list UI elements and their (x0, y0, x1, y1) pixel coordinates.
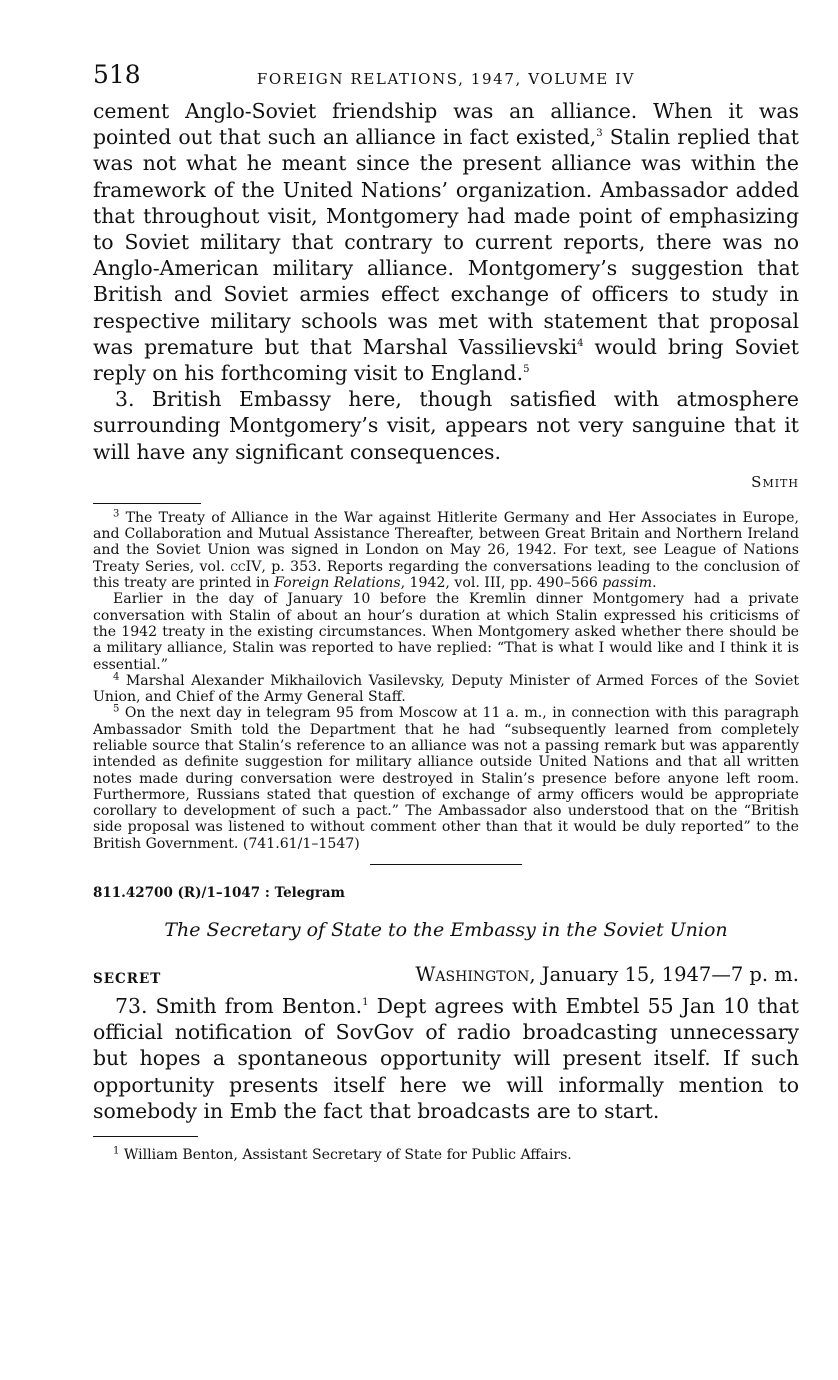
page-number: 518 (93, 60, 141, 89)
page-header (93, 58, 799, 98)
signature: Smith (751, 472, 799, 491)
footnote-5: $^5$ On the next day in telegram 95 from Moscow at 11 a. m., in connection with this paragraph Ambassador Smith told the Department that he had “subsequently learned from completely reliable source that Stalin’s reference to an alliance was not a passing remark but was apparently intended as definite suggestion for military alliance outside United Nations and that all written notes made during conversation were destroyed in Stalin’s presence before anyone left room. Furthermore, Russians stated that question of exchange of army officers would be appropriate corollary to development of such a pact.” The Ambassador also understood that on the “British side proposal was listened to without comment other than that it would be duly reported” to the British Government. (741.61/1–1547) (93, 703, 799, 852)
footnote-ref-1: 1 (362, 997, 369, 1009)
running-title: FOREIGN RELATIONS, 1947, VOLUME IV (256, 70, 636, 88)
section-divider (370, 864, 522, 865)
classification: SECRET (93, 971, 162, 988)
dateline (93, 963, 799, 993)
document-title: The Secretary of State to the Embassy in the Soviet Union (164, 919, 728, 942)
footnote-1: $^1$ William Benton, Assistant Secretary of State for Public Affairs. (113, 1145, 572, 1164)
footnote-divider (93, 503, 201, 504)
footnote-ref-3: 3 (596, 128, 603, 140)
footnote-4: $^4$ Marshal Alexander Mikhailovich Vasilevsky, Deputy Minister of Armed Forces of the Soviet Union, and Chief of the Army General Staff. (93, 671, 799, 706)
continuation-paragraph: cement Anglo-Soviet friendship was an alliance. When it was pointed out that such an alliance in fact existed,$^3$ Stalin replied that was not what he meant since the present alliance was within the framework of the United Nations’ organization. Ambassador added that throughout visit, Montgomery had made point of emphasizing to Soviet military that contrary to current reports, there was no Anglo-American military alliance. Montgomery’s suggestion that British and Soviet armies effect exchange of officers to study in respective military schools was met with statement that proposal was premature but that Marshal Vassilievski$^4$ would bring Soviet reply on his forthcoming visit to England.$^5$ (93, 99, 800, 386)
footnote-ref-5: 5 (523, 364, 530, 376)
footnote-divider-2 (93, 1136, 198, 1137)
footnote-3: $^3$ The Treaty of Alliance in the War against Hitlerite Germany and Her Associates in Europe, and Collaboration and Mutual Assistance Thereafter, between Great Britain and Northern Ireland and the Soviet Union was signed in London on May 26, 1942. For text, see League of Nations Treaty Series, vol. ccIV, p. 353. Reports regarding the conversations leading to the conclusion of this treaty are printed in Foreign Relations, 1942, vol. III, pp. 490–566 passim. (93, 508, 799, 592)
document-page (93, 58, 799, 1163)
date-place: Washington, January 15, 1947—7 p. m. (415, 963, 799, 987)
file-reference: 811.42700 (R)/1–1047 : Telegram (93, 885, 345, 902)
paragraph-3: 3. British Embassy here, though satisfied with atmosphere surrounding Montgomery’s visit, appears not very sanguine that it will have any significant consequences. (93, 387, 799, 464)
telegram-body: 73. Smith from Benton.$^1$ Dept agrees with Embtel 55 Jan 10 that official notification of SovGov of radio broadcasting unnecessary but hopes a spontaneous opportunity will present itself. If such opportunity presents itself here we will informally mention to somebody in Emb the fact that broadcasts are to start. (93, 994, 800, 1123)
footnote-ref-4: 4 (577, 338, 584, 350)
footnote-3-continued: Earlier in the day of January 10 before the Kremlin dinner Montgomery had a private conversation with Stalin of about an hour’s duration at which Stalin expressed his criticisms of the 1942 treaty in the existing circumstances. When Montgomery asked whether there should be a military alliance, Stalin was reported to have replied: “That is what I would like and I think it is essential.” (93, 591, 799, 673)
